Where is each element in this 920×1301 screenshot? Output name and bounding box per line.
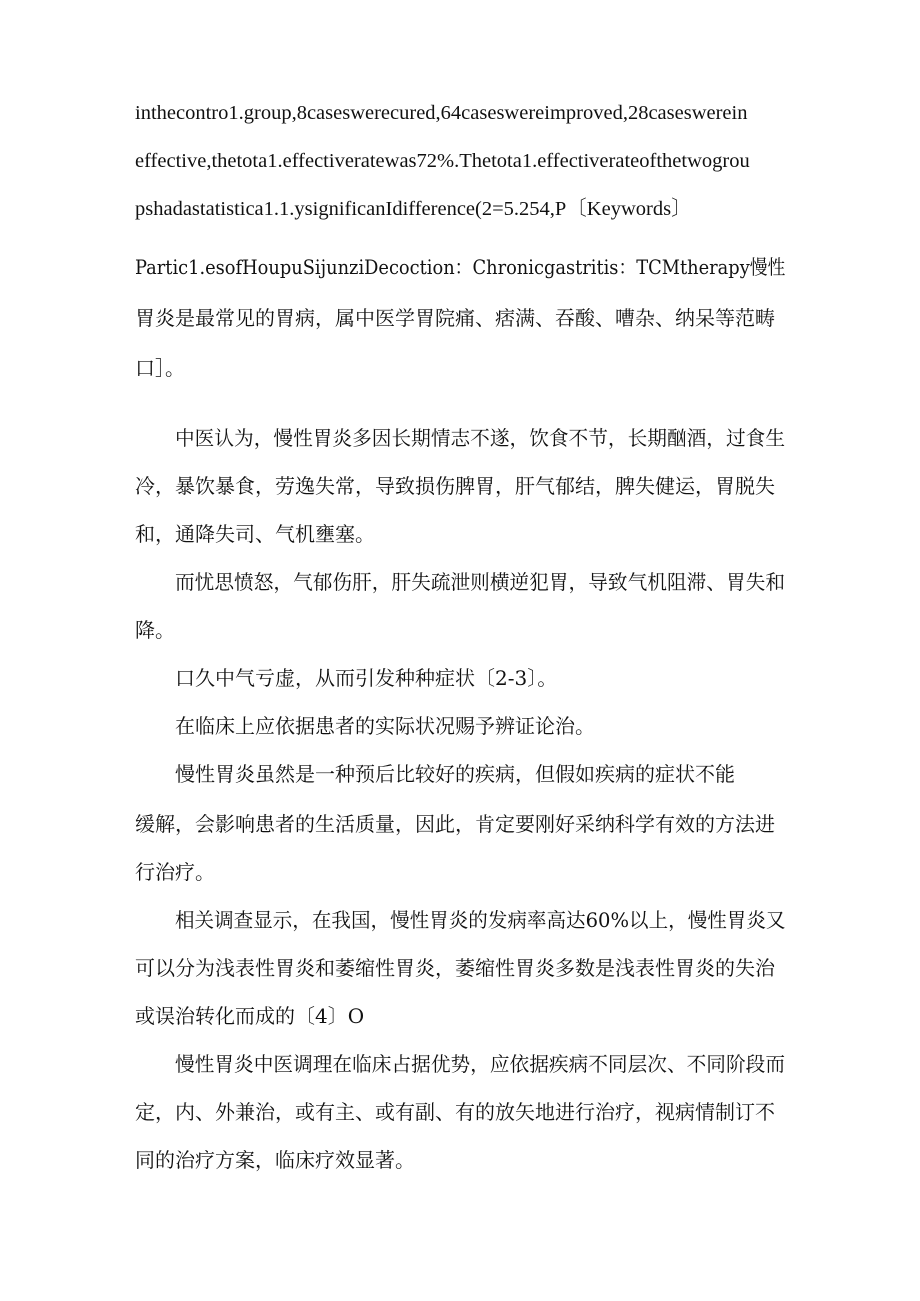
paragraph-6-line-3: 或误治转化而成的〔4〕O [135,1004,365,1028]
abstract-line-6: 口］。 [135,356,185,380]
abstract-line-4: Partic1.esofHoupuSijunziDecoction：Chronicgastritis：TCMtherapy慢性 [135,255,786,279]
paragraph-2-line-1: 而忧思愤怒，气郁伤肝，肝失疏泄则横逆犯胃，导致气机阻滞、胃失和 [175,570,786,594]
paragraph-1-line-3: 和，通降失司、气机壅塞。 [135,522,375,546]
paragraph-2-line-2: 降。 [135,618,175,642]
abstract-line-5: 胃炎是最常见的胃病，属中医学胃院痛、痞满、吞酸、嘈杂、纳呆等范畴 [135,306,775,330]
paragraph-7-line-1: 慢性胃炎中医调理在临床占据优势，应依据疾病不同层次、不同阶段而 [175,1052,786,1076]
paragraph-1-line-1: 中医认为，慢性胃炎多因长期情志不遂，饮食不节，长期酗酒，过食生 [175,426,786,450]
paragraph-7-line-3: 同的治疗方案，临床疗效显著。 [135,1148,415,1172]
paragraph-7-line-2: 定，内、外兼治，或有主、或有副、有的放矢地进行治疗，视病情制订不 [135,1100,775,1124]
paragraph-6-line-2: 可以分为浅表性胃炎和萎缩性胃炎，萎缩性胃炎多数是浅表性胃炎的失治 [135,956,775,980]
abstract-line-2: effective,thetota1.effectiveratewas72%.Thetota1.effectiverateofthetwogrou [135,150,750,172]
paragraph-3-line-1: 口久中气亏虚，从而引发种种症状〔2-3〕。 [175,666,558,690]
paragraph-1-line-2: 冷，暴饮暴食，劳逸失常，导致损伤脾胃，肝气郁结，脾失健运，胃脱失 [135,474,775,498]
paragraph-5-line-1: 慢性胃炎虽然是一种预后比较好的疾病，但假如疾病的症状不能 [175,762,735,786]
paragraph-5-line-2: 缓解，会影响患者的生活质量，因此，肯定要刚好采纳科学有效的方法进 [135,812,775,836]
paragraph-4-line-1: 在临床上应依据患者的实际状况赐予辨证论治。 [175,714,595,738]
abstract-line-3: pshadastatistica1.1.ysignificanIdifference(2=5.254,P〔Keywords〕 [135,198,692,220]
paragraph-5-line-3: 行治疗。 [135,860,215,884]
abstract-line-1: inthecontro1.group,8caseswerecured,64caseswereimproved,28caseswerein [135,102,748,124]
paragraph-6-line-1: 相关调查显示，在我国，慢性胃炎的发病率高达60%以上，慢性胃炎又 [175,908,786,932]
